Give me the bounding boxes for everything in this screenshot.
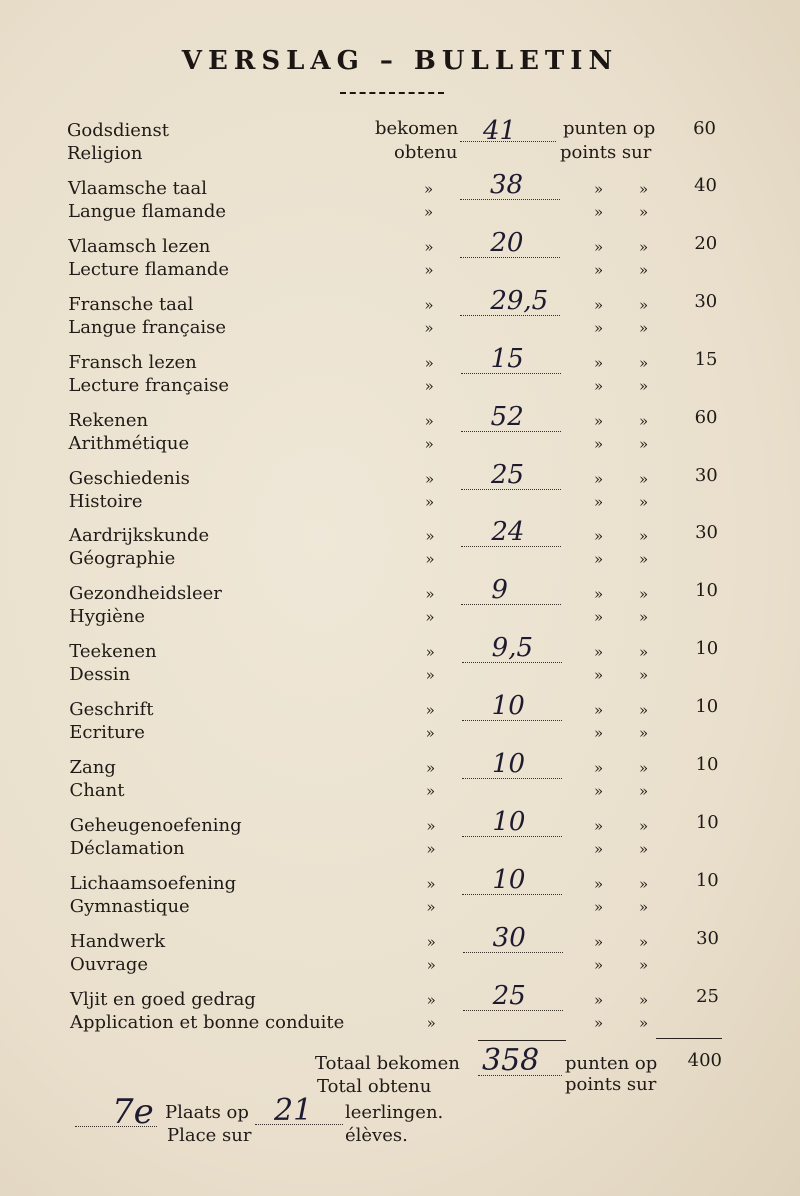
quote-mark: »	[426, 840, 436, 858]
score-dotted-line	[462, 836, 562, 837]
subject-nl: Lichaamsoefening	[69, 873, 237, 894]
subject-fr: Ouvrage	[70, 954, 149, 975]
subject-fr: Arithmétique	[68, 433, 190, 454]
score-dotted-line	[460, 257, 560, 258]
quote-mark: »	[594, 956, 604, 974]
quote-mark: »	[594, 724, 604, 742]
quote-mark: »	[594, 296, 604, 314]
subject-fr: Application et bonne conduite	[70, 1012, 345, 1033]
handwritten-total: 358	[482, 1043, 540, 1078]
quote-mark: »	[594, 840, 604, 858]
quote-mark: »	[425, 608, 435, 626]
quote-mark: »	[425, 666, 435, 684]
quote-mark: »	[425, 550, 435, 568]
handwritten-score: 10	[491, 691, 525, 721]
place-label-fr: Place sur	[167, 1125, 252, 1146]
max-score: 20	[694, 233, 718, 254]
quote-mark: »	[639, 203, 649, 221]
quote-mark: »	[594, 319, 604, 337]
quote-mark: »	[425, 470, 435, 488]
quote-mark: »	[424, 203, 434, 221]
quote-mark: »	[426, 933, 436, 951]
max-score: 10	[695, 638, 719, 659]
max-score: 30	[694, 291, 718, 312]
quote-mark: »	[639, 296, 649, 314]
subject-fr: Hygiène	[69, 606, 146, 627]
count-dotted-line	[255, 1124, 343, 1125]
subject-nl: Teekenen	[69, 641, 157, 662]
quote-mark: »	[639, 991, 649, 1009]
quote-mark: »	[639, 319, 649, 337]
handwritten-score: 41	[483, 116, 517, 146]
quote-mark: »	[425, 701, 435, 719]
subject-fr: Gymnastique	[69, 896, 190, 917]
subject-nl: Handwerk	[70, 931, 166, 952]
quote-mark: »	[424, 354, 434, 372]
score-dotted-line	[460, 141, 556, 142]
handwritten-pupil-count: 21	[274, 1093, 313, 1128]
quote-mark: »	[639, 840, 649, 858]
handwritten-score: 29,5	[490, 286, 549, 316]
quote-mark: »	[639, 875, 649, 893]
max-score: 10	[695, 812, 719, 833]
quote-mark: »	[594, 203, 604, 221]
pupils-label-nl: leerlingen.	[345, 1102, 444, 1123]
score-dotted-line	[463, 1010, 563, 1011]
max-score: 25	[696, 986, 719, 1007]
max-score: 60	[693, 118, 716, 139]
place-label-nl: Plaats op	[165, 1102, 249, 1123]
quote-mark: »	[426, 875, 436, 893]
quote-mark: »	[639, 470, 649, 488]
page-title: VERSLAG – BULLETIN	[181, 46, 619, 76]
quote-mark: »	[594, 527, 604, 545]
handwritten-score: 30	[492, 923, 526, 953]
score-dotted-line	[461, 604, 561, 605]
total-points-nl: punten op	[565, 1053, 658, 1074]
quote-mark: »	[424, 296, 434, 314]
subject-nl: Zang	[69, 757, 116, 778]
quote-mark: »	[424, 435, 434, 453]
subject-nl: Rekenen	[68, 410, 149, 431]
quote-mark: »	[639, 759, 649, 777]
quote-mark: »	[594, 377, 604, 395]
subject-fr: Religion	[67, 143, 143, 164]
max-score: 10	[695, 870, 719, 891]
handwritten-score: 10	[492, 865, 526, 895]
quote-mark: »	[639, 412, 649, 430]
total-label-fr: Total obtenu	[317, 1076, 432, 1097]
handwritten-score: 38	[490, 170, 524, 200]
quote-mark: »	[594, 666, 604, 684]
quote-mark: »	[594, 180, 604, 198]
quote-mark: »	[594, 933, 604, 951]
quote-mark: »	[426, 898, 436, 916]
handwritten-score: 9,5	[491, 633, 534, 663]
quote-mark: »	[424, 412, 434, 430]
score-dotted-line	[461, 431, 561, 432]
quote-mark: »	[594, 261, 604, 279]
quote-mark: »	[639, 585, 649, 603]
subject-nl: Geschrift	[69, 699, 154, 720]
quote-mark: »	[639, 261, 649, 279]
quote-mark: »	[594, 1014, 604, 1032]
quote-mark: »	[639, 608, 649, 626]
quote-mark: »	[639, 933, 649, 951]
handwritten-score: 24	[491, 517, 525, 547]
subject-nl: Geschiedenis	[68, 468, 190, 489]
quote-mark: »	[425, 527, 435, 545]
quote-mark: »	[424, 238, 434, 256]
pupils-label-fr: élèves.	[345, 1125, 408, 1146]
quote-mark: »	[594, 643, 604, 661]
score-dotted-line	[462, 778, 562, 779]
subject-nl: Fransch lezen	[68, 352, 197, 373]
subject-fr: Histoire	[68, 491, 143, 512]
header-received-fr: obtenu	[394, 142, 458, 163]
place-dotted-line	[75, 1126, 157, 1127]
max-score: 15	[694, 349, 718, 370]
handwritten-score: 15	[490, 344, 524, 374]
quote-mark: »	[594, 991, 604, 1009]
subject-fr: Géographie	[69, 548, 176, 569]
max-score: 10	[695, 696, 719, 717]
handwritten-score: 52	[490, 402, 524, 432]
score-dotted-line	[461, 373, 561, 374]
quote-mark: »	[639, 180, 649, 198]
handwritten-score: 25	[492, 981, 526, 1011]
quote-mark: »	[426, 1014, 436, 1032]
max-score: 10	[695, 754, 719, 775]
quote-mark: »	[639, 354, 649, 372]
quote-mark: »	[425, 493, 435, 511]
subject-fr: Déclamation	[69, 838, 185, 859]
quote-mark: »	[426, 782, 436, 800]
quote-mark: »	[426, 759, 436, 777]
quote-mark: »	[639, 782, 649, 800]
subject-fr: Langue flamande	[68, 201, 227, 222]
quote-mark: »	[594, 550, 604, 568]
quote-mark: »	[639, 377, 649, 395]
quote-mark: »	[639, 724, 649, 742]
quote-mark: »	[425, 643, 435, 661]
handwritten-score: 20	[490, 228, 524, 258]
quote-mark: »	[639, 493, 649, 511]
quote-mark: »	[425, 585, 435, 603]
score-dotted-line	[463, 952, 563, 953]
handwritten-score: 25	[491, 460, 525, 490]
quote-mark: »	[594, 817, 604, 835]
subject-nl: Vljit en goed gedrag	[70, 989, 256, 1010]
quote-mark: »	[639, 550, 649, 568]
quote-mark: »	[594, 354, 604, 372]
handwritten-place: 7e	[112, 1092, 154, 1132]
quote-mark: »	[594, 875, 604, 893]
total-points-fr: points sur	[565, 1074, 657, 1095]
quote-mark: »	[639, 701, 649, 719]
quote-mark: »	[639, 238, 649, 256]
quote-mark: »	[594, 782, 604, 800]
max-score: 30	[694, 465, 718, 486]
subject-fr: Chant	[69, 780, 125, 801]
quote-mark: »	[594, 435, 604, 453]
quote-mark: »	[425, 724, 435, 742]
title-underline	[340, 92, 444, 94]
quote-mark: »	[426, 991, 436, 1009]
subject-nl: Vlaamsche taal	[68, 178, 208, 199]
handwritten-score: 10	[492, 807, 526, 837]
quote-mark: »	[639, 435, 649, 453]
subject-fr: Dessin	[69, 664, 131, 685]
quote-mark: »	[594, 898, 604, 916]
score-dotted-line	[462, 720, 562, 721]
header-points-fr: points sur	[560, 142, 652, 163]
total-label-nl: Totaal bekomen	[315, 1053, 460, 1074]
score-dotted-line	[460, 315, 560, 316]
quote-mark: »	[424, 377, 434, 395]
total-dotted-line	[478, 1075, 562, 1076]
score-dotted-line	[462, 662, 562, 663]
header-points-nl: punten op	[563, 118, 656, 139]
quote-mark: »	[639, 956, 649, 974]
handwritten-score: 10	[492, 749, 526, 779]
quote-mark: »	[424, 261, 434, 279]
quote-mark: »	[426, 956, 436, 974]
quote-mark: »	[594, 608, 604, 626]
subject-fr: Ecriture	[69, 722, 145, 743]
subject-nl: Aardrijkskunde	[69, 525, 210, 546]
subject-fr: Langue française	[68, 317, 227, 338]
quote-mark: »	[594, 412, 604, 430]
quote-mark: »	[639, 666, 649, 684]
handwritten-score: 9	[491, 575, 508, 605]
header-received-nl: bekomen	[375, 118, 459, 139]
subject-nl: Vlaamsch lezen	[68, 236, 211, 257]
quote-mark: »	[639, 527, 649, 545]
quote-mark: »	[594, 238, 604, 256]
subject-nl: Fransche taal	[68, 294, 194, 315]
quote-mark: »	[594, 701, 604, 719]
quote-mark: »	[594, 470, 604, 488]
subject-nl: Godsdienst	[67, 120, 169, 141]
subject-fr: Lecture française	[68, 375, 230, 396]
max-score: 60	[694, 407, 718, 428]
subject-nl: Geheugenoefening	[69, 815, 242, 836]
quote-mark: »	[594, 759, 604, 777]
score-dotted-line	[461, 489, 561, 490]
quote-mark: »	[594, 585, 604, 603]
total-rule	[478, 1040, 566, 1041]
quote-mark: »	[639, 643, 649, 661]
quote-mark: »	[424, 180, 434, 198]
max-score: 40	[694, 175, 717, 196]
quote-mark: »	[639, 898, 649, 916]
quote-mark: »	[639, 1014, 649, 1032]
total-max: 400	[687, 1050, 722, 1071]
max-score: 10	[695, 580, 718, 601]
subject-nl: Gezondheidsleer	[69, 583, 222, 604]
score-dotted-line	[462, 894, 562, 895]
quote-mark: »	[639, 817, 649, 835]
max-score: 30	[696, 928, 719, 949]
max-score: 30	[695, 522, 718, 543]
subject-fr: Lecture flamande	[68, 259, 230, 280]
quote-mark: »	[426, 817, 436, 835]
score-dotted-line	[460, 199, 560, 200]
score-dotted-line	[461, 546, 561, 547]
max-total-rule	[656, 1038, 722, 1039]
quote-mark: »	[424, 319, 434, 337]
quote-mark: »	[594, 493, 604, 511]
